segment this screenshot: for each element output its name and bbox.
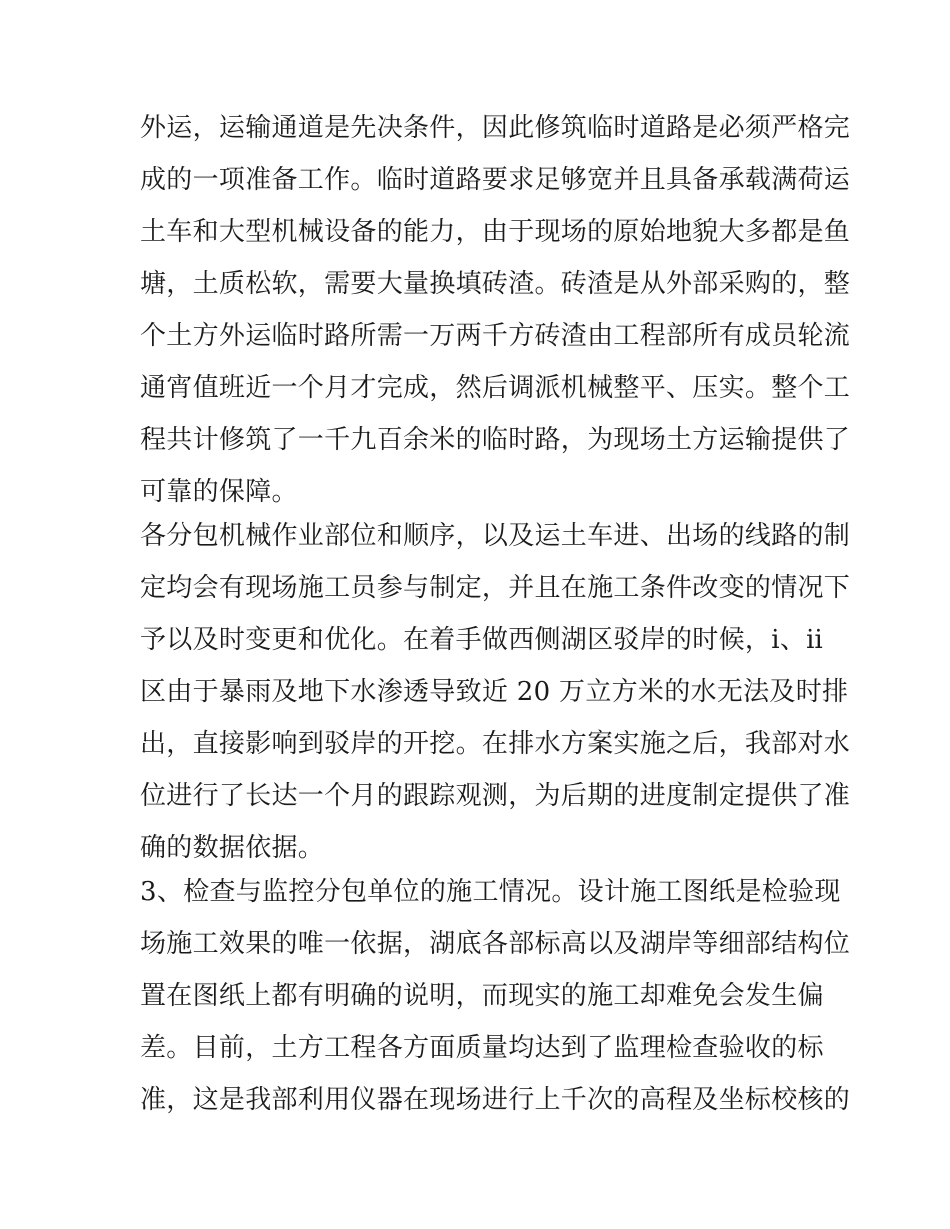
- text-line: 准，这是我部利用仪器在现场进行上千次的高程及坐标校核的: [140, 1085, 851, 1115]
- text-line: 予以及时变更和优化。在着手做西侧湖区驳岸的时候，ⅰ、ⅱ: [140, 625, 824, 655]
- text-line: 出，直接影响到驳岸的开挖。在排水方案实施之后，我部对水: [140, 729, 851, 759]
- text-line: 塘，土质松软，需要大量换填砖渣。砖渣是从外部采购的，整: [140, 269, 851, 299]
- text-line: 位进行了长达一个月的跟踪观测，为后期的进度制定提供了准: [140, 781, 851, 811]
- text-line: 区由于暴雨及地下水渗透导致近 20 万立方米的水无法及时排: [140, 677, 849, 707]
- text-line: 外运，运输通道是先决条件，因此修筑临时道路是必须严格完: [140, 113, 851, 143]
- text-line: 定均会有现场施工员参与制定，并且在施工条件改变的情况下: [140, 573, 851, 603]
- text-line: 确的数据依据。: [140, 833, 325, 863]
- text-line: 场施工效果的唯一依据，湖底各部标高以及湖岸等细部结构位: [140, 929, 851, 959]
- text-line: 可靠的保障。: [140, 477, 298, 507]
- text-line: 个土方外运临时路所需一万两千方砖渣由工程部所有成员轮流: [140, 321, 851, 351]
- text-line: 差。目前，土方工程各方面质量均达到了监理检查验收的标: [140, 1033, 824, 1063]
- paragraph-start-line: 各分包机械作业部位和顺序，以及运土车进、出场的线路的制: [140, 521, 851, 551]
- text-line: 程共计修筑了一千九百余米的临时路，为现场土方运输提供了: [140, 425, 851, 455]
- text-line: 成的一项准备工作。临时道路要求足够宽并且具备承载满荷运: [140, 165, 851, 195]
- paragraph-start-line: 3、检查与监控分包单位的施工情况。设计施工图纸是检验现: [140, 877, 841, 907]
- text-line: 土车和大型机械设备的能力，由于现场的原始地貌大多都是鱼: [140, 217, 851, 247]
- text-line: 通宵值班近一个月才完成，然后调派机械整平、压实。整个工: [140, 373, 851, 403]
- text-line: 置在图纸上都有明确的说明，而现实的施工却难免会发生偏: [140, 981, 824, 1011]
